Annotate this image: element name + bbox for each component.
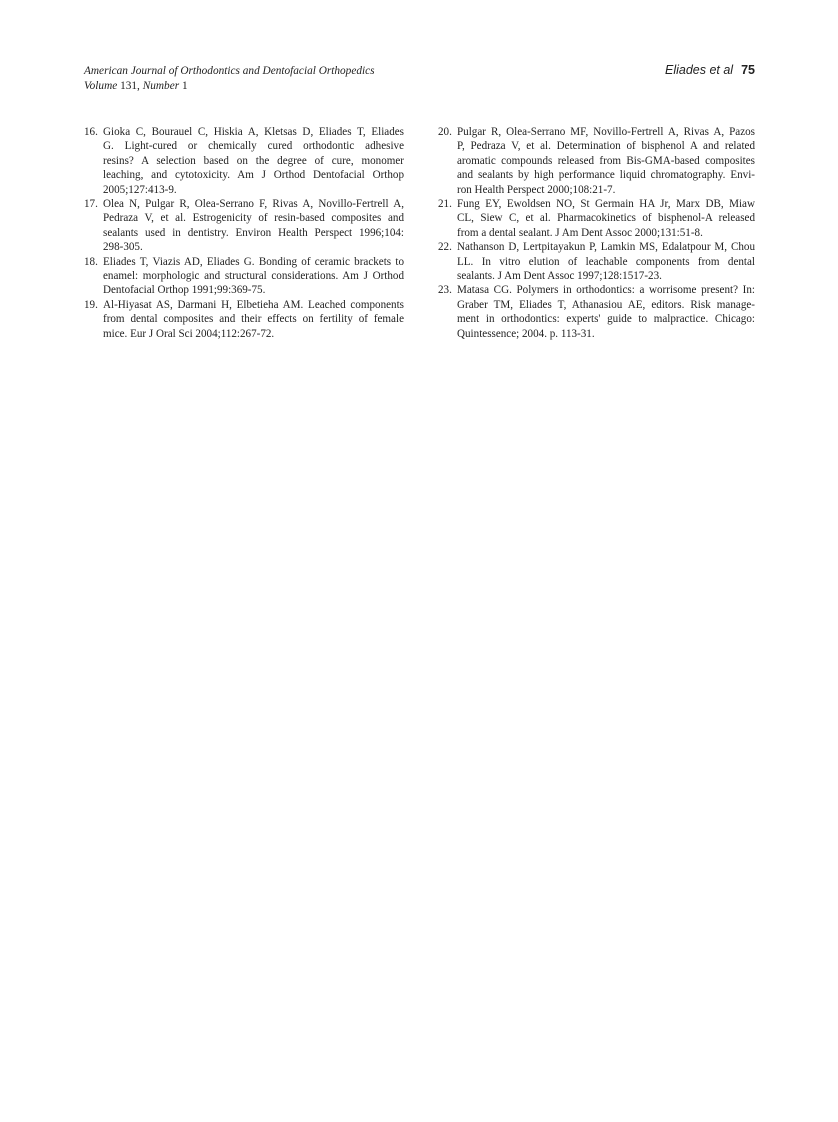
reference-item bbox=[84, 298, 404, 341]
reference-text-line: Graber TM, Eliades T, Athanasiou AE, editors. Risk manage- bbox=[457, 298, 755, 311]
reference-item bbox=[84, 255, 404, 298]
references-right-column bbox=[438, 125, 755, 341]
reference-text-line: Pedraza V, et al. Estrogenicity of resin-based composites and bbox=[103, 212, 404, 225]
reference-number: 20. bbox=[438, 126, 452, 138]
reference-text-line: sealants. J Am Dent Assoc 1997;128:1517-23. bbox=[457, 270, 662, 283]
issue-number: 1 bbox=[181, 79, 188, 92]
reference-text-line: CL, Siew C, et al. Pharmacokinetics of bisphenol-A released bbox=[457, 212, 755, 225]
reference-text-line: Nathanson D, Lertpitayakun P, Lamkin MS, Edalatpour M, Chou bbox=[457, 241, 755, 254]
reference-item bbox=[438, 283, 755, 341]
running-authors: Eliades et al bbox=[664, 63, 734, 77]
reference-item bbox=[84, 197, 404, 255]
reference-text-line: Matasa CG. Polymers in orthodontics: a worrisome present? In: bbox=[457, 284, 755, 297]
reference-number: 17. bbox=[84, 198, 98, 211]
page-number: 75 bbox=[741, 63, 755, 77]
reference-text-line: from dental composites and their effects on fertility of female bbox=[103, 313, 404, 326]
reference-text-line: Eliades T, Viazis AD, Eliades G. Bonding of ceramic brackets to bbox=[103, 255, 404, 268]
reference-text-line: mice. Eur J Oral Sci 2004;112:267-72. bbox=[103, 327, 275, 340]
reference-item bbox=[84, 125, 404, 197]
running-header-journal bbox=[84, 64, 375, 93]
reference-item bbox=[438, 197, 755, 240]
reference-text-line: resins? A selection based on the degree of cure, monomer bbox=[103, 154, 404, 167]
reference-text-line: aromatic compounds released from Bis-GMA-based composites bbox=[457, 154, 755, 167]
reference-text-line: Pulgar R, Olea-Serrano MF, Novillo-Fertrell A, Rivas A, Pazos bbox=[457, 126, 755, 138]
reference-number: 23. bbox=[438, 284, 452, 297]
journal-title: American Journal of Orthodontics and Dentofacial Orthopedics bbox=[84, 65, 375, 77]
reference-text-line: from a dental sealant. J Am Dent Assoc 2000;131:51-8. bbox=[457, 226, 703, 239]
reference-item bbox=[438, 125, 755, 197]
reference-text-line: Dentofacial Orthop 1991;99:369-75. bbox=[103, 284, 266, 297]
reference-text-line: G. Light-cured or chemically cured orthodontic adhesive bbox=[103, 140, 404, 153]
reference-number: 22. bbox=[438, 241, 452, 254]
volume-number: 131, bbox=[120, 79, 140, 92]
reference-text-line: Al-Hiyasat AS, Darmani H, Elbetieha AM. Leached components bbox=[103, 298, 404, 311]
reference-item bbox=[438, 240, 755, 283]
reference-text-line: Olea N, Pulgar R, Olea-Serrano F, Rivas A, Novillo-Fertrell A, bbox=[103, 198, 404, 211]
reference-text-line: ron Health Perspect 2000;108:21-7. bbox=[457, 183, 616, 196]
reference-text-line: enamel: morphologic and structural considerations. Am J Orthod bbox=[103, 270, 404, 283]
reference-text-line: sealants used in dentistry. Environ Health Perspect 1996;104: bbox=[103, 226, 404, 239]
reference-text-line: Quintessence; 2004. p. 113-31. bbox=[457, 327, 595, 340]
volume-label: Volume bbox=[84, 79, 118, 92]
reference-text-line: Fung EY, Ewoldsen NO, St Germain HA Jr, Marx DB, Miaw bbox=[457, 198, 755, 211]
reference-number: 18. bbox=[84, 255, 98, 268]
reference-text-line: 2005;127:413-9. bbox=[103, 183, 177, 196]
number-label: Number bbox=[142, 79, 180, 92]
reference-text-line: 298-305. bbox=[103, 241, 143, 254]
reference-text-line: Gioka C, Bourauel C, Hiskia A, Kletsas D, Eliades T, Eliades bbox=[103, 126, 404, 138]
reference-number: 16. bbox=[84, 126, 98, 138]
running-header-author-page bbox=[665, 63, 755, 78]
references-left-column bbox=[84, 125, 404, 341]
reference-text-line: leaching, and cytotoxicity. Am J Orthod Dentofacial Orthop bbox=[103, 169, 404, 182]
reference-number: 19. bbox=[84, 298, 98, 311]
reference-text-line: LL. In vitro elution of leachable components from dental bbox=[457, 255, 755, 268]
reference-text-line: P, Pedraza V, et al. Determination of bisphenol A and related bbox=[457, 140, 755, 153]
volume-issue bbox=[84, 79, 375, 94]
reference-number: 21. bbox=[438, 198, 452, 211]
reference-text-line: and sealants by high performance liquid chromatography. Envi- bbox=[457, 169, 755, 182]
reference-text-line: ment in orthodontics: experts' guide to malpractice. Chicago: bbox=[457, 313, 755, 326]
